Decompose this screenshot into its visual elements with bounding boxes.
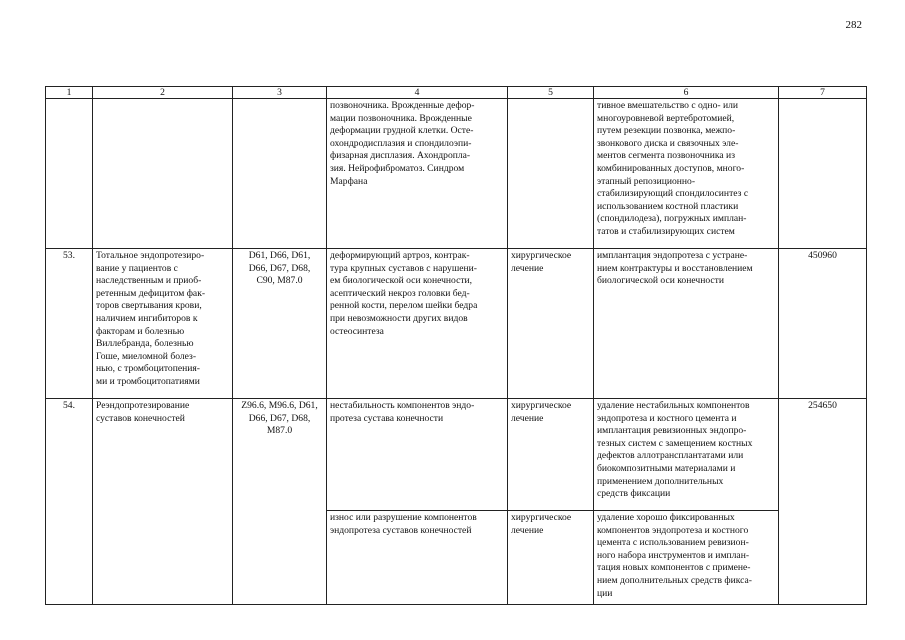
text-line: компонентов эндопротеза и костного	[597, 524, 749, 536]
text-line: татов и стабилизирующих систем	[597, 225, 735, 237]
text-line: стабилизирующий спондилосинтез с	[597, 188, 749, 200]
text-line: деформации грудной клетки. Осте-	[330, 125, 474, 137]
column-header-2: 2	[93, 87, 233, 99]
text-line: хирургическое	[511, 400, 572, 411]
cell-treatment-type	[508, 249, 594, 399]
cell-patient-model	[327, 399, 508, 511]
text-line: при невозможности других видов	[330, 312, 468, 324]
text-line: лечение	[511, 262, 544, 274]
cell-num: 53.	[46, 249, 93, 399]
text-line: торов свертывания крови,	[96, 300, 202, 312]
text-line: лечение	[511, 524, 544, 536]
text-line: D61, D66, D61,	[248, 250, 311, 261]
cell-patient-model	[327, 99, 508, 249]
table-row-continued	[46, 99, 867, 249]
text-line: охондродисплазия и спондилоэпи-	[330, 137, 472, 149]
text-line: применением дополнительных	[597, 475, 724, 487]
column-header-5: 5	[508, 87, 594, 99]
text-line: (спондилодеза), погружных имплан-	[597, 213, 747, 225]
text-line: имплантация эндопротеза с устране-	[597, 250, 748, 261]
text-line: факторам и болезнью	[96, 325, 185, 337]
text-line: тезных систем с замещением костных	[597, 437, 753, 449]
text-line: вание у пациентов с	[96, 262, 178, 274]
text-line: ции	[597, 587, 613, 599]
text-line: позвоночника. Врожденные дефор-	[330, 100, 475, 111]
text-line: хирургическое	[511, 512, 572, 523]
column-header-3: 3	[233, 87, 327, 99]
cell-price: 254650	[779, 399, 867, 605]
text-line: нием дополнительных средств фикса-	[597, 574, 752, 586]
cell-price: 450960	[779, 249, 867, 399]
cell-treatment-type	[508, 511, 594, 605]
column-number-row	[46, 87, 867, 99]
text-line: суставов конечностей	[96, 412, 185, 424]
text-line: эндопротеза и костного цемента и	[597, 412, 737, 424]
cell-price	[779, 99, 867, 249]
text-line: наличием ингибиторов к	[96, 312, 198, 324]
text-line: нестабильность компонентов эндо-	[330, 400, 475, 411]
cell-code	[233, 399, 327, 605]
column-header-4: 4	[327, 87, 508, 99]
text-line: Виллебранда, болезнью	[96, 338, 194, 350]
text-line: звонкового диска и связочных эле-	[597, 137, 739, 149]
text-line: физарная дисплазия. Ахондропла-	[330, 150, 471, 162]
text-line: ренной кости, перелом шейки бедра	[330, 300, 478, 312]
text-line: хирургическое	[511, 250, 572, 261]
text-line: тация новых компонентов с примене-	[597, 562, 751, 574]
cell-treatment-method	[594, 399, 779, 511]
table-row-54	[46, 399, 867, 511]
cell-num: 54.	[46, 399, 93, 605]
text-line: эндопротеза суставов конечностей	[330, 524, 472, 536]
medical-care-table	[45, 86, 867, 605]
cell-name	[93, 249, 233, 399]
text-line: ментов сегмента позвоночника из	[597, 150, 735, 162]
text-line: Гоше, миеломной болез-	[96, 350, 197, 362]
text-line: Марфана	[330, 175, 368, 187]
text-line: ем биологической оси конечности,	[330, 275, 473, 287]
text-line: остеосинтеза	[330, 325, 384, 337]
text-line: D66, D67, D68,	[248, 412, 311, 424]
text-line: D66, D67, D68,	[248, 262, 311, 274]
cell-treatment-type	[508, 399, 594, 511]
text-line: наследственным и приоб-	[96, 275, 202, 287]
cell-patient-model	[327, 511, 508, 605]
text-line: тура крупных суставов с нарушени-	[330, 262, 477, 274]
cell-treatment-method	[594, 249, 779, 399]
text-line: Тотальное эндопротезиро-	[96, 250, 205, 261]
cell-treatment-method	[594, 511, 779, 605]
cell-name	[93, 99, 233, 249]
text-line: удаление нестабильных компонентов	[597, 400, 750, 411]
text-line: протеза сустава конечности	[330, 412, 444, 424]
text-line: комбинированных доступов, много-	[597, 162, 745, 174]
cell-num	[46, 99, 93, 249]
text-line: биокомпозитными материалами и	[597, 462, 736, 474]
text-line: зия. Нейрофиброматоз. Синдром	[330, 162, 465, 174]
text-line: удаление хорошо фиксированных	[597, 512, 735, 523]
text-line: ретенным дефицитом фак-	[96, 287, 206, 299]
column-header-1: 1	[46, 87, 93, 99]
text-line: нием контрактуры и восстановлением	[597, 262, 753, 274]
text-line: путем резекции позвонка, межпо-	[597, 125, 736, 137]
cell-code	[233, 99, 327, 249]
cell-treatment-type	[508, 99, 594, 249]
page-number: 282	[845, 19, 862, 31]
text-line: дефектов аллотрансплантатами или	[597, 450, 744, 462]
cell-treatment-method	[594, 99, 779, 249]
cell-patient-model	[327, 249, 508, 399]
text-line: цемента с использованием ревизион-	[597, 537, 749, 549]
text-line: ного набора инструментов и имплан-	[597, 549, 750, 561]
text-line: этапный репозиционно-	[597, 175, 696, 187]
column-header-6: 6	[594, 87, 779, 99]
table-row-53	[46, 249, 867, 399]
text-line: биологической оси конечности	[597, 275, 724, 287]
text-line: использованием костной пластики	[597, 200, 739, 212]
column-header-7: 7	[779, 87, 867, 99]
text-line: асептический некроз головки бед-	[330, 287, 470, 299]
text-line: имплантация ревизионных эндопро-	[597, 425, 747, 437]
cell-code	[233, 249, 327, 399]
text-line: тивное вмешательство с одно- или	[597, 100, 739, 111]
cell-name	[93, 399, 233, 605]
text-line: мации позвоночника. Врожденные	[330, 112, 472, 124]
text-line: ми и тромбоцитопатиями	[96, 375, 200, 387]
text-line: лечение	[511, 412, 544, 424]
text-line: Реэндопротезирование	[96, 400, 190, 411]
text-line: M87.0	[266, 425, 293, 437]
text-line: многоуровневой вертебротомией,	[597, 112, 735, 124]
text-line: средств фиксации	[597, 488, 671, 500]
text-line: нью, с тромбоцитопения-	[96, 363, 200, 375]
text-line: деформирующий артроз, контрак-	[330, 250, 470, 261]
text-line: C90, M87.0	[256, 275, 303, 287]
text-line: Z96.6, M96.6, D61,	[241, 400, 318, 411]
text-line: износ или разрушение компонентов	[330, 512, 477, 523]
